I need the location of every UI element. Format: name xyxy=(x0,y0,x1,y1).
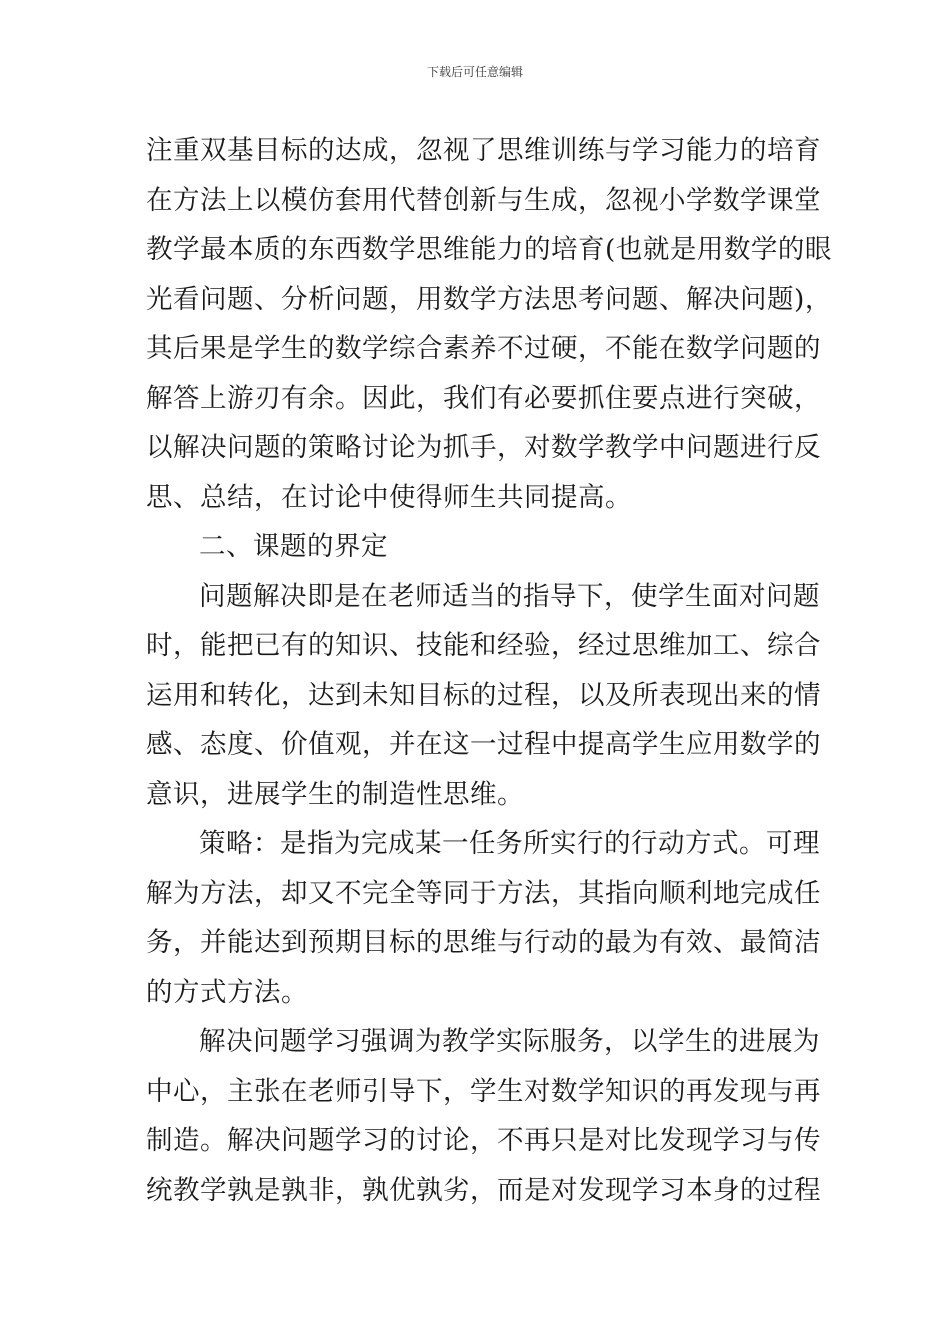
text-line: 在方法上以模仿套用代替创新与生成，忽视小学数学课堂 xyxy=(146,184,821,216)
text-line: 时，能把已有的知识、技能和经验，经过思维加工、综合 xyxy=(146,630,821,661)
document-body xyxy=(146,126,832,1215)
text-line: 感、态度、价值观，并在这一过程中提高学生应用数学的 xyxy=(146,729,821,760)
text-line: 注重双基目标的达成，忽视了思维训练与学习能力的培育 xyxy=(146,135,821,166)
text-line: 解为方法，却又不完全等同于方法，其指向顺利地完成任 xyxy=(146,877,821,909)
text-line: 中心，主张在老师引导下，学生对数学知识的再发现与再 xyxy=(146,1075,821,1107)
text-line: 制造。解决问题学习的讨论，不再只是对比发现学习与传 xyxy=(146,1125,821,1156)
text-line: 策略：是指为完成某一任务所实行的行动方式。可理 xyxy=(199,828,820,859)
page-header: 下载后可任意编辑 xyxy=(426,65,523,79)
text-line: 解决问题学习强调为教学实际服务，以学生的进展为 xyxy=(199,1026,820,1057)
text-line: 问题解决即是在老师适当的指导下，使学生面对问题 xyxy=(199,580,820,612)
text-line: 思、总结，在讨论中使得师生共同提高。 xyxy=(146,481,632,513)
text-line: 的方式方法。 xyxy=(146,976,308,1008)
text-line: 统教学孰是孰非，孰优孰劣，而是对发现学习本身的过程 xyxy=(146,1174,821,1206)
text-line: 意识，进展学生的制造性思维。 xyxy=(146,778,524,810)
text-line: 运用和转化，达到未知目标的过程，以及所表现出来的情 xyxy=(146,679,821,711)
text-line: 教学最本质的东西数学思维能力的培育(也就是用数学的眼 xyxy=(146,234,832,265)
text-line: 其后果是学生的数学综合素养不过硬，不能在数学问题的 xyxy=(146,333,821,364)
text-line: 以解决问题的策略讨论为抓手，对数学教学中问题进行反 xyxy=(146,432,821,463)
text-line: 光看问题、分析问题，用数学方法思考问题、解决问题)， xyxy=(146,283,832,315)
text-line: 务，并能达到预期目标的思维与行动的最为有效、最简洁 xyxy=(146,927,821,958)
section-heading: 二、课题的界定 xyxy=(199,531,388,562)
text-line: 解答上游刃有余。因此，我们有必要抓住要点进行突破， xyxy=(146,382,821,414)
